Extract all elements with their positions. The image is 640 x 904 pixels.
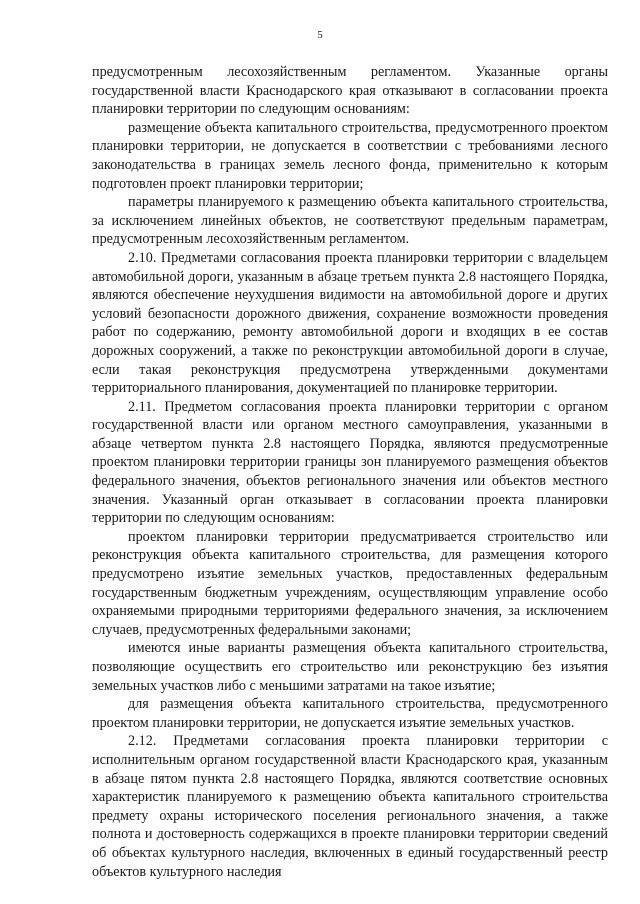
- paragraph-forest-fund-ground: размещение объекта капитального строительства, предусмотренного проектом планировки территории, не допускается в соответствии с требованиями лесного законодательства в границах земель лесного фонда, применительно к которым подготовлен проект планировки территории;: [92, 119, 608, 192]
- page-number: 5: [317, 29, 323, 41]
- paragraph-clause-2-10: 2.10. Предметами согласования проекта планировки территории с владельцем автомобильной дороги, указанным в абзаце третьем пункта 2.8 настоящего Порядка, являются обеспечение неухудшения видимости на автомобильной дороге и других условий безопасности дорожного движения, сохранение возможности проведения работ по содержанию, ремонту автомобильной дороги и входящих в ее состав дорожных сооружений, а также по реконструкции автомобильной дороги в случае, если такая реконструкция предусмотрена утвержденными документами территориального планирования, документацией по планировке территории.: [92, 249, 608, 397]
- paragraph-clause-2-11: 2.11. Предметом согласования проекта планировки территории с органом государственной власти или органом местного самоуправления, указанными в абзаце четвертом пункта 2.8 настоящего Порядка, являются предусмотренные проектом планировки территории границы зон планируемого размещения объектов федерального значения, объектов регионального значения или объектов местного значения. Указанный орган отказывает в согласовании проекта планировки территории по следующим основаниям:: [92, 398, 608, 527]
- paragraph-seizure-ground: для размещения объекта капитального строительства, предусмотренного проектом планировки территории, не допускается изъятие земельных участков.: [92, 696, 608, 731]
- paragraph-parameters-ground: параметры планируемого к размещению объекта капитального строительства, за исключением линейных объектов, не соответствуют предельным параметрам, предусмотренным лесохозяйственным регламентом.: [92, 194, 608, 248]
- paragraph-alternatives-ground: имеются иные варианты размещения объекта капитального строительства, позволяющие осуществить его строительство или реконструкцию без изъятия земельных участков либо с меньшими затратами на такое изъятие;: [92, 640, 608, 694]
- paragraph-continuation: предусмотренным лесохозяйственным регламентом. Указанные органы государственной власти Краснодарского края отказывают в согласовании проекта планировки территории по следующим основаниям:: [92, 64, 608, 118]
- paragraph-federal-construction-ground: проектом планировки территории предусматривается строительство или реконструкция объекта капитального строительства, для размещения которого предусмотрено изъятие земельных участков, предоставленных федеральным государственным бюджетным учреждениям, осуществляющим управление особо охраняемыми природными территориями федерального значения, за исключением случаев, предусмотренных федеральными законами;: [92, 528, 608, 638]
- paragraph-clause-2-12: 2.12. Предметами согласования проекта планировки территории с исполнительным органом государственной власти Краснодарского края, указанным в абзаце пятом пункта 2.8 настоящего Порядка, являются соответствие основных характеристик планируемого к размещению объекта капитального строительства предмету охраны исторического поселения регионального значения, а также полнота и достоверность содержащихся в проекте планировки территории сведений об объектах культурного наследия, включенных в единый государственный реестр объектов культурного наследия: [92, 733, 608, 880]
- document-body: [92, 63, 608, 881]
